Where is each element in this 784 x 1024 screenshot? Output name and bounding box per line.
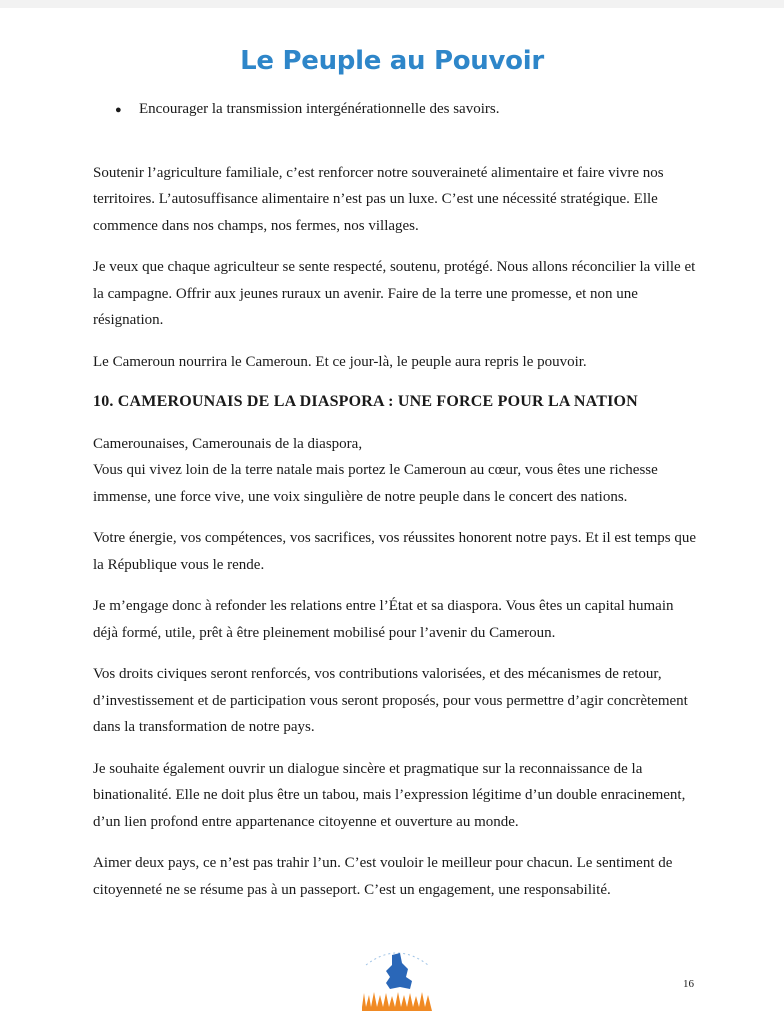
- paragraph: Votre énergie, vos compétences, vos sacrifices, vos réussites honorent notre pays. Et il est temps que la République vous le rende.: [93, 530, 697, 573]
- paragraph: Je m’engage donc à refonder les relations entre l’État et sa diaspora. Vous êtes un capital humain déjà formé, utile, prêt à être pleinement mobilisé pour l’avenir du Cameroun.: [93, 598, 674, 641]
- paragraph: Aimer deux pays, ce n’est pas trahir l’un. C’est vouloir le meilleur pour chacun. Le sentiment de citoyenneté ne se résume pas à un passeport. C’est un engagement, une responsabilité.: [93, 855, 673, 898]
- bullet-dot-icon: ●: [115, 104, 122, 116]
- document-title: Le Peuple au Pouvoir: [240, 46, 544, 76]
- section-heading: 10. CAMEROUNAIS DE LA DIASPORA : UNE FORCE POUR LA NATION: [93, 393, 638, 410]
- top-strip: [0, 0, 784, 8]
- page-content: [93, 96, 699, 903]
- bullet-text: Encourager la transmission intergénérationnelle des savoirs.: [139, 101, 500, 117]
- intro-paragraph: Vous qui vivez loin de la terre natale mais portez le Cameroun au cœur, vous êtes une richesse immense, une force vive, une voix singulière de notre peuple dans le concert des nations.: [93, 462, 658, 505]
- cameroon-map-logo-icon: [356, 937, 438, 1019]
- paragraph: Vos droits civiques seront renforcés, vos contributions valorisées, et des mécanismes de retour, d’investissement et de participation vous seront proposés, pour vous permettre d’agir concrètement dans la transformation de notre pays.: [93, 666, 688, 735]
- paragraph: Je souhaite également ouvrir un dialogue sincère et pragmatique sur la reconnaissance de la binationalité. Elle ne doit plus être un tabou, mais l’expression légitime d’un double enracinement, d’un lien profond entre appartenance citoyenne et ouverture au monde.: [93, 760, 686, 830]
- paragraph: Le Cameroun nourrira le Cameroun. Et ce jour-là, le peuple aura repris le pouvoir.: [93, 353, 587, 370]
- paragraph: Je veux que chaque agriculteur se sente respecté, soutenu, protégé. Nous allons réconcilier la ville et la campagne. Offrir aux jeunes ruraux un avenir. Faire de la terre une promesse, et non une résignation.: [93, 259, 696, 328]
- bullet-item: [115, 96, 699, 124]
- salutation: Camerounaises, Camerounais de la diaspora,: [93, 435, 363, 452]
- page-number: 16: [683, 978, 694, 990]
- paragraph: Soutenir l’agriculture familiale, c’est renforcer notre souveraineté alimentaire et faire vivre nos territoires. L’autosuffisance alimentaire n’est pas un luxe. C’est une nécessité stratégique. Elle commence dans nos champs, nos fermes, nos villages.: [93, 164, 664, 234]
